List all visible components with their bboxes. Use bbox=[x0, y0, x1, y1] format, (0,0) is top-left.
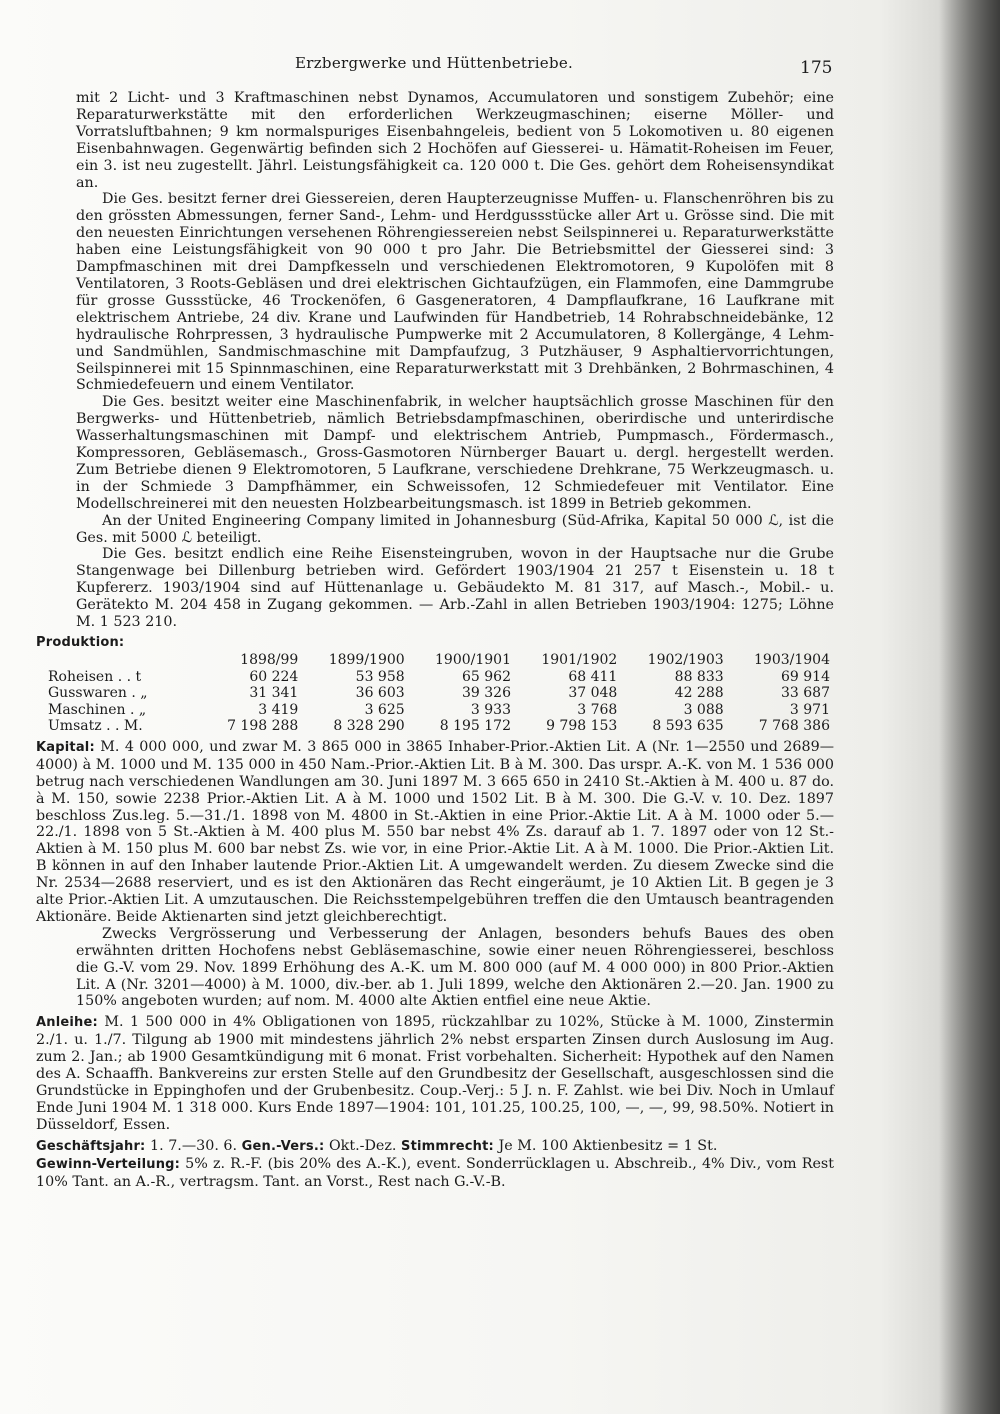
fiscal-year-line bbox=[36, 1138, 834, 1156]
table-cell: 88 833 bbox=[674, 668, 724, 685]
table-row bbox=[44, 702, 834, 719]
production-section bbox=[36, 635, 834, 735]
footer-section bbox=[36, 1138, 834, 1191]
table-cell: 69 914 bbox=[781, 668, 830, 685]
page-number: 175 bbox=[800, 58, 833, 78]
page-binding-shadow bbox=[938, 0, 1000, 1414]
table-cell: 9 798 153 bbox=[546, 718, 618, 735]
table-cell: 7 198 288 bbox=[227, 718, 299, 735]
gewinn-text: 5% z. R.-F. (bis 20% des A.-K.), event. Sonderrücklagen u. Abschreib., 4% Div., vom Rest 10% Tant. an A.-R., vertragsm. Tant. an Vorst., Rest nach G.-V.-B. bbox=[36, 1155, 834, 1190]
kapital-section bbox=[36, 739, 834, 1011]
table-cell: 42 288 bbox=[674, 685, 724, 702]
table-row bbox=[44, 669, 834, 686]
production-header-row bbox=[44, 652, 834, 669]
paragraph-foundries: Die Ges. besitzt ferner drei Giessereien, deren Haupterzeugnisse Muffen- u. Flanschenröhren bis zu den grössten Abmessungen, ferner Sand-, Lehm- und Herdgussstücke aller Art u. Grösse sind. Die mit den neuesten Einrichtungen versehenen Röhrengiessereien nebst Seilspinnerei u. Reparaturwerkstätte haben eine Leistungsfähigkeit von 90 000 t pro Jahr. Die Betriebsmittel der Giesserei sind: 3 Dampfmaschinen mit drei Dampfkesseln und verschiedenen Elektromotoren, 9 Kupolöfen mit 8 Ventilatoren, 3 Roots-Gebläsen und drei elektrischen Gichtaufzügen, ein Flammofen, eine Dammgrube für grosse Gussstücke, 46 Trockenöfen, 6 Gasgeneratoren, 4 Dampflaufkrane, 16 Laufkrane mit elektrischem Antriebe, 24 div. Krane und Laufwinden für Handbetrieb, 14 Rohrabschneidebänke, 12 hydraulische Rohrpressen, 3 hydraulische Pumpwerke mit 2 Accumulatoren, 8 Kollergänge, 4 Lehm- und Sandmühlen, Sandmischmaschine mit Dampfaufzug, 3 Putzhäuser, 9 Asphaltiervorrichtungen, Seilspinnerei mit 15 Spinnmaschinen, eine Reparaturwerkstatt mit 3 Drehbänken, 2 Bohrmaschinen, 4 Schmiedefeuern und einem Ventilator. bbox=[76, 191, 834, 394]
year-header: 1903/1904 bbox=[754, 651, 830, 668]
kapital-paragraph bbox=[36, 739, 834, 926]
kapital-text: M. 4 000 000, und zwar M. 3 865 000 in 3865 Inhaber-Prior.-Aktien Lit. A (Nr. 1—2550 und 2689—4000) à M. 1000 und M. 135 000 in 450 Nam.-Prior.-Aktien Lit. B à M. 300. Das urspr. A.-K. von M. 1 536 000 betrug nach verschiedenen Wandlungen am 30. Juni 1897 M. 3 665 650 in 2410 St.-Aktien à M. 400 u. 87 do. à M. 150, sowie 2238 Prior.-Aktien Lit. A à M. 1000 und 1502 Lit. B à M. 300. Die G.-V. v. 10. Dez. 1897 beschloss Zus.leg. 5.—31./1. 1898 von M. 4800 in St.-Aktien in eine Prior.-Aktie Lit. A à M. 1000 oder 5.—22./1. 1898 von 5 St.-Aktien à M. 400 plus M. 550 bar nebst 4% Zs. darauf ab 1. 7. 1897 oder von 12 St.-Aktien à M. 150 plus M. 600 bar nebst Zs. wie vor, in eine Prior.-Aktie Lit. A à M. 1000. Die Prior.-Aktien Lit. B können in auf den Inhaber lautende Prior.-Aktien Lit. A umgewandelt werden. Zu diesem Zwecke sind die Nr. 2534—2688 reserviert, und es ist den Aktionären das Recht eingeräumt, je 10 Aktien Lit. B gegen je 3 alte Prior.-Aktien Lit. A umzutauschen. Die Reichsstempelgebühren treffen die den Umtausch beantragenden Aktionäre. Beide Aktienarten sind jetzt gleichberechtigt. bbox=[36, 738, 834, 925]
kapital-label: Kapital: bbox=[36, 739, 95, 755]
page-body bbox=[36, 90, 834, 1190]
paragraph-machine-factory: Die Ges. besitzt weiter eine Maschinenfabrik, in welcher hauptsächlich grosse Maschinen für den Bergwerks- und Hüttenbetrieb, nämlich Betriebsdampfmaschinen, oberirdische und unterirdische Wasserhaltungsmaschinen mit Dampf- und elektrischem Antrieb, Pumpmasch., Fördermasch., Kompressoren, Gebläsemasch., Gross-Gasmotoren Nürnberger Bauart u. dergl. hergestellt werden. Zum Betriebe dienen 9 Elektromotoren, 5 Laufkrane, verschiedene Drehkrane, 75 Werkzeugmasch. u. in der Schmiede 3 Dampfhämmer, ein Schweissofen, 12 Schmiedefeuer mit Ventilator. Eine Modellschreinerei mit den neuesten Holzbearbeitungsmasch. ist 1899 in Betrieb gekommen. bbox=[76, 394, 834, 512]
table-cell: 7 768 386 bbox=[758, 718, 830, 735]
paragraph-mines: Die Ges. besitzt endlich eine Reihe Eisensteingruben, wovon in der Hauptsache nur die Grube Stangenwage bei Dillenburg betrieben wird. Gefördert 1903/1904 21 257 t Eisenstein u. 18 t Kupfererz. 1903/1904 sind auf Hüttenanlage u. Gebäudekto M. 81 317, auf Masch.-, Mobil.- u. Gerätekto M. 204 458 in Zugang gekommen. — Arb.-Zahl in allen Betrieben 1903/1904: 1275; Löhne M. 1 523 210. bbox=[76, 546, 834, 631]
table-cell: 65 962 bbox=[462, 668, 511, 685]
table-row bbox=[44, 718, 834, 735]
year-header: 1902/1903 bbox=[647, 651, 724, 668]
table-cell: 37 048 bbox=[568, 685, 618, 702]
table-cell: 8 328 290 bbox=[333, 718, 405, 735]
stimmrecht-label: Stimmrecht: bbox=[401, 1138, 494, 1154]
table-cell: 8 195 172 bbox=[439, 718, 511, 735]
company-description bbox=[36, 90, 834, 631]
geschaeftsjahr-text: 1. 7.—30. 6. bbox=[150, 1137, 238, 1154]
table-cell: 3 933 bbox=[470, 701, 511, 718]
profit-distribution-line bbox=[36, 1156, 834, 1191]
genvers-text: Okt.-Dez. bbox=[328, 1137, 397, 1154]
table-cell: 39 326 bbox=[462, 685, 511, 702]
row-label: Maschinen . „ bbox=[48, 701, 147, 718]
paragraph-participation: An der United Engineering Company limited in Johannesburg (Süd-Afrika, Kapital 50 000 ℒ, ist die Ges. mit 5000 ℒ beteiligt. bbox=[76, 512, 834, 546]
year-header: 1901/1902 bbox=[541, 651, 618, 668]
table-cell: 53 958 bbox=[355, 668, 405, 685]
table-cell: 3 088 bbox=[683, 701, 724, 718]
table-cell: 3 768 bbox=[577, 701, 618, 718]
year-header: 1898/99 bbox=[240, 651, 299, 668]
table-cell: 31 341 bbox=[249, 685, 299, 702]
table-cell: 33 687 bbox=[781, 685, 830, 702]
geschaeftsjahr-label: Geschäftsjahr: bbox=[36, 1138, 146, 1154]
stimmrecht-text: Je M. 100 Aktienbesitz = 1 St. bbox=[498, 1137, 718, 1154]
page-header bbox=[0, 52, 1000, 82]
year-header: 1899/1900 bbox=[328, 651, 405, 668]
kapital-increase-paragraph: Zwecks Vergrösserung und Verbesserung der Anlagen, besonders behufs Baues des oben erwähnten dritten Hochofens nebst Gebläsemaschine, sowie einer neuen Röhrengiesserei, beschloss die G.-V. vom 29. Nov. 1899 Erhöhung des A.-K. um M. 800 000 (auf M. 4 000 000) in 800 Prior.-Aktien Lit. A (Nr. 3201—4000) à M. 1000, div.-ber. ab 1. Juli 1899, welche den Aktionären 2.—20. Jan. 1900 zu 150% angeboten wurden; auf nom. M. 4000 alte Aktien entfiel eine neue Aktie. bbox=[76, 925, 834, 1010]
table-cell: 3 971 bbox=[789, 701, 830, 718]
row-label: Umsatz . . M. bbox=[48, 718, 143, 735]
table-cell: 68 411 bbox=[568, 668, 618, 685]
table-cell: 8 593 635 bbox=[652, 718, 724, 735]
anleihe-label: Anleihe: bbox=[36, 1015, 98, 1031]
table-cell: 3 625 bbox=[364, 701, 405, 718]
row-label: Gusswaren . „ bbox=[48, 685, 148, 702]
production-corner bbox=[44, 652, 202, 669]
table-cell: 60 224 bbox=[249, 668, 299, 685]
gewinn-label: Gewinn-Verteilung: bbox=[36, 1156, 181, 1172]
anleihe-section bbox=[36, 1014, 834, 1133]
table-cell: 36 603 bbox=[355, 685, 405, 702]
paragraph-equipment: mit 2 Licht- und 3 Kraftmaschinen nebst Dynamos, Accumulatoren und sonstigem Zubehör; eine Reparaturwerkstätte mit den erforderlichen Werkzeugmaschinen; eiserne Möller- und Vorratsluftbahnen; 9 km normalspuriges Eisenbahngeleis, bedient von 5 Lokomotiven u. 80 eigenen Eisenbahnwagen. Gegenwärtig befinden sich 2 Hochöfen auf Giesserei- u. Hämatit-Roheisen im Feuer, ein 3. ist neu zugestellt. Jährl. Leistungsfähigkeit ca. 120 000 t. Die Ges. gehört dem Roheisensyndikat an. bbox=[76, 90, 834, 191]
anleihe-paragraph bbox=[36, 1014, 834, 1133]
table-cell: 3 419 bbox=[258, 701, 299, 718]
genvers-label: Gen.-Vers.: bbox=[241, 1138, 325, 1154]
running-head: Erzbergwerke und Hüttenbetriebe. bbox=[295, 54, 574, 72]
production-label: Produktion: bbox=[36, 635, 125, 650]
production-table bbox=[44, 652, 834, 735]
anleihe-text: M. 1 500 000 in 4% Obligationen von 1895, rückzahlbar zu 102%, Stücke à M. 1000, Zinstermin 2./1. u. 1./7. Tilgung ab 1900 mit mindestens jährlich 2% nebst ersparten Zinsen durch Auslosung im Aug. zum 2. Jan.; ab 1900 Gesamtkündigung mit 6 monat. Frist vorbehalten. Sicherheit: Hypothek auf den Namen des A. Schaaffh. Bankvereins zur ersten Stelle auf den Grundbesitz der Gesellschaft, ausgeschlossen sind die Grundstücke in Eppinghofen und der Grubenbesitz. Coup.-Verj.: 5 J. n. F. Zahlst. wie bei Div. Noch in Umlauf Ende Juni 1904 M. 1 318 000. Kurs Ende 1897—1904: 101, 101.25, 100.25, 100, —, —, 99, 98.50%. Notiert in Düsseldorf, Essen. bbox=[36, 1014, 834, 1133]
year-header: 1900/1901 bbox=[435, 651, 511, 668]
table-row bbox=[44, 685, 834, 702]
row-label: Roheisen . . t bbox=[48, 668, 142, 685]
